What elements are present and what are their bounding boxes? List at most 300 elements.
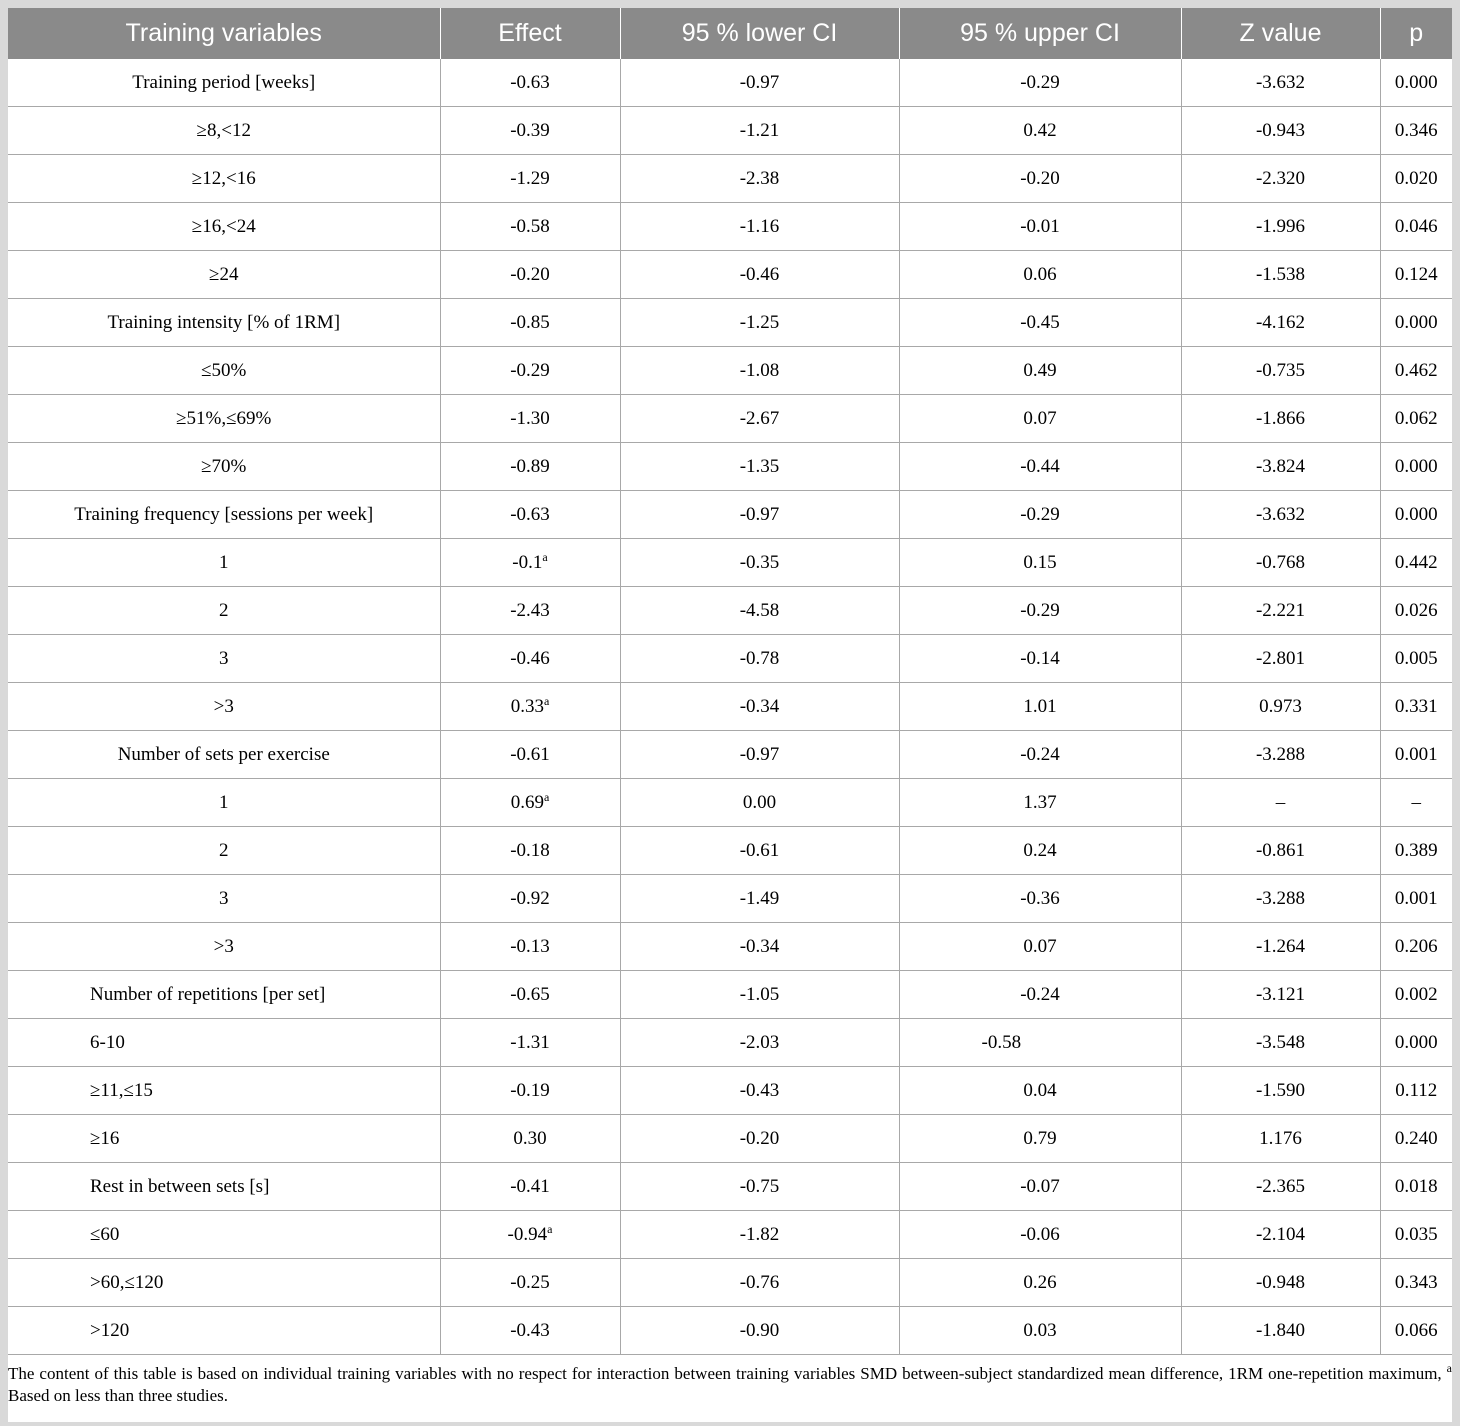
cell-upper-ci-text: -0.44 — [1020, 455, 1060, 477]
table-row — [8, 1067, 1452, 1115]
cell-lower-ci-text: -0.61 — [739, 839, 780, 861]
cell-variable — [8, 1307, 440, 1355]
table-row — [8, 155, 1452, 203]
cell-z-value — [1181, 59, 1380, 107]
cell-upper-ci-text: -0.58 — [981, 1031, 1022, 1053]
cell-effect — [440, 443, 620, 491]
cell-z-value — [1181, 923, 1380, 971]
cell-variable — [8, 491, 440, 539]
cell-z-value-text: -1.996 — [1255, 215, 1306, 237]
cell-variable-text: ≥70% — [201, 455, 247, 477]
cell-p-text: 0.112 — [1395, 1079, 1438, 1101]
table-row — [8, 395, 1452, 443]
cell-effect-text: -1.30 — [510, 407, 550, 429]
cell-lower-ci — [620, 971, 899, 1019]
cell-upper-ci-text: 0.04 — [1023, 1079, 1057, 1101]
cell-effect — [440, 59, 620, 107]
cell-p-text: 0.035 — [1394, 1223, 1438, 1245]
cell-z-value-text: -0.943 — [1255, 119, 1306, 141]
cell-variable-text: ≥16,<24 — [191, 215, 256, 237]
cell-effect — [440, 1115, 620, 1163]
cell-z-value-text: -2.801 — [1255, 647, 1306, 669]
cell-upper-ci-text: -0.06 — [1020, 1223, 1060, 1245]
cell-z-value-text: 0.973 — [1259, 695, 1302, 717]
cell-variable-text: 1 — [219, 551, 229, 573]
header-effect: Effect — [440, 8, 620, 59]
cell-variable-text: Training frequency [sessions per week] — [74, 503, 374, 525]
cell-effect-text: -0.89 — [510, 455, 550, 477]
cell-p-text: 0.002 — [1394, 983, 1438, 1005]
cell-effect — [440, 971, 620, 1019]
cell-upper-ci — [899, 1067, 1181, 1115]
cell-lower-ci — [620, 1307, 899, 1355]
cell-lower-ci — [620, 395, 899, 443]
cell-p — [1380, 875, 1452, 923]
cell-upper-ci-text: 0.24 — [1023, 839, 1057, 861]
cell-z-value — [1181, 827, 1380, 875]
cell-p — [1380, 683, 1452, 731]
cell-lower-ci-text: -1.25 — [739, 311, 780, 333]
cell-effect-text: -0.65 — [510, 983, 550, 1005]
cell-lower-ci — [620, 635, 899, 683]
cell-variable-text: ≥12,<16 — [191, 167, 256, 189]
table-body — [8, 59, 1452, 1354]
cell-upper-ci — [899, 347, 1181, 395]
cell-lower-ci-text: -0.34 — [739, 935, 780, 957]
cell-z-value-text: -1.840 — [1255, 1319, 1306, 1341]
cell-z-value-text: -3.548 — [1255, 1031, 1306, 1053]
cell-variable — [8, 1163, 440, 1211]
header-training-variables: Training variables — [8, 8, 440, 59]
cell-effect-text: -0.39 — [510, 119, 550, 141]
cell-variable-text: Number of repetitions [per set] — [90, 983, 326, 1005]
cell-effect — [440, 107, 620, 155]
cell-p-text: 0.346 — [1394, 119, 1438, 141]
cell-variable — [8, 1067, 440, 1115]
cell-variable — [8, 1259, 440, 1307]
cell-z-value-text: -1.590 — [1255, 1079, 1306, 1101]
cell-variable-text: ≥51%,≤69% — [176, 407, 272, 429]
cell-p-text: 0.000 — [1394, 455, 1438, 477]
table-footnote — [8, 1354, 1452, 1407]
cell-effect-text: 0.33 — [510, 695, 544, 717]
cell-effect — [440, 1067, 620, 1115]
cell-upper-ci — [899, 731, 1181, 779]
cell-z-value — [1181, 635, 1380, 683]
cell-z-value — [1181, 251, 1380, 299]
table-row — [8, 251, 1452, 299]
cell-upper-ci-text: 0.26 — [1023, 1271, 1057, 1293]
cell-lower-ci-text: -0.35 — [739, 551, 780, 573]
table-row — [8, 443, 1452, 491]
cell-effect-text: -1.31 — [510, 1031, 550, 1053]
cell-variable — [8, 635, 440, 683]
cell-upper-ci — [899, 779, 1181, 827]
cell-p — [1380, 923, 1452, 971]
cell-p — [1380, 827, 1452, 875]
cell-upper-ci — [899, 251, 1181, 299]
cell-variable — [8, 875, 440, 923]
table-row — [8, 1211, 1452, 1259]
cell-variable-text: Number of sets per exercise — [117, 743, 330, 765]
cell-z-value-text: -0.948 — [1255, 1271, 1306, 1293]
cell-z-value-text: -0.735 — [1255, 359, 1306, 381]
cell-upper-ci — [899, 299, 1181, 347]
cell-p-text: 0.066 — [1394, 1319, 1438, 1341]
cell-upper-ci — [899, 971, 1181, 1019]
cell-effect-text: -0.61 — [510, 743, 550, 765]
table-row — [8, 1019, 1452, 1067]
cell-upper-ci-text: -0.36 — [1020, 887, 1060, 909]
cell-upper-ci — [899, 1259, 1181, 1307]
results-table — [8, 8, 1452, 1354]
cell-p — [1380, 971, 1452, 1019]
cell-lower-ci — [620, 251, 899, 299]
cell-variable-text: ≤60 — [90, 1223, 120, 1245]
cell-lower-ci — [620, 107, 899, 155]
cell-lower-ci — [620, 683, 899, 731]
cell-p-text: 0.389 — [1394, 839, 1438, 861]
table-row — [8, 1163, 1452, 1211]
cell-variable — [8, 683, 440, 731]
cell-p-text: 0.000 — [1394, 71, 1438, 93]
cell-lower-ci — [620, 155, 899, 203]
header-upper-ci: 95 % upper CI — [899, 8, 1181, 59]
cell-p — [1380, 443, 1452, 491]
cell-lower-ci — [620, 1115, 899, 1163]
cell-upper-ci-text: -0.24 — [1020, 743, 1060, 765]
cell-variable-text: ≥11,≤15 — [90, 1079, 153, 1101]
cell-p — [1380, 1307, 1452, 1355]
cell-z-value-text: 1.176 — [1259, 1127, 1302, 1149]
cell-upper-ci-text: -0.45 — [1020, 311, 1060, 333]
cell-variable — [8, 203, 440, 251]
cell-lower-ci — [620, 587, 899, 635]
cell-variable-text: >3 — [213, 935, 234, 957]
cell-lower-ci-text: -0.97 — [739, 743, 780, 765]
cell-effect — [440, 1163, 620, 1211]
cell-upper-ci-text: -0.20 — [1020, 167, 1060, 189]
cell-lower-ci-text: -0.78 — [739, 647, 780, 669]
cell-p — [1380, 1019, 1452, 1067]
cell-lower-ci-text: -4.58 — [739, 599, 780, 621]
cell-z-value-text: -1.866 — [1255, 407, 1306, 429]
cell-lower-ci-text: -2.03 — [739, 1031, 780, 1053]
cell-upper-ci — [899, 923, 1181, 971]
cell-upper-ci-text: 0.07 — [1023, 935, 1057, 957]
footnote-marker: a — [547, 1221, 553, 1236]
cell-variable — [8, 539, 440, 587]
cell-effect — [440, 251, 620, 299]
cell-effect-text: 0.69 — [510, 791, 544, 813]
cell-upper-ci-text: 0.49 — [1023, 359, 1057, 381]
cell-z-value — [1181, 491, 1380, 539]
table-row — [8, 59, 1452, 107]
cell-effect-text: -0.94 — [507, 1223, 548, 1245]
cell-lower-ci-text: -0.43 — [739, 1079, 780, 1101]
cell-effect — [440, 1307, 620, 1355]
cell-upper-ci-text: 1.37 — [1023, 791, 1057, 813]
cell-p-text: 0.331 — [1394, 695, 1438, 717]
cell-p-text: 0.046 — [1394, 215, 1438, 237]
cell-effect — [440, 347, 620, 395]
cell-z-value-text: -2.221 — [1255, 599, 1306, 621]
cell-variable-text: Rest in between sets [s] — [90, 1175, 270, 1197]
cell-p — [1380, 1163, 1452, 1211]
cell-upper-ci-text: 0.42 — [1023, 119, 1057, 141]
cell-upper-ci — [899, 875, 1181, 923]
cell-upper-ci — [899, 59, 1181, 107]
cell-effect-text: -2.43 — [510, 599, 550, 621]
cell-effect-text: -0.43 — [510, 1319, 550, 1341]
cell-lower-ci-text: -1.05 — [739, 983, 780, 1005]
table-row — [8, 1259, 1452, 1307]
cell-variable — [8, 155, 440, 203]
cell-z-value — [1181, 1211, 1380, 1259]
cell-variable — [8, 395, 440, 443]
header-p: p — [1380, 8, 1452, 59]
cell-effect-text: -0.29 — [510, 359, 550, 381]
cell-variable — [8, 1211, 440, 1259]
cell-p — [1380, 59, 1452, 107]
cell-variable-text: 2 — [219, 599, 229, 621]
cell-variable-text: 1 — [219, 791, 229, 813]
cell-upper-ci-text: -0.29 — [1020, 503, 1060, 525]
table-row — [8, 731, 1452, 779]
cell-z-value-text: – — [1275, 791, 1286, 813]
cell-effect — [440, 923, 620, 971]
cell-effect — [440, 731, 620, 779]
table-row — [8, 203, 1452, 251]
cell-lower-ci — [620, 443, 899, 491]
cell-p-text: 0.442 — [1394, 551, 1438, 573]
table-row — [8, 971, 1452, 1019]
cell-effect-text: -0.18 — [510, 839, 550, 861]
cell-effect — [440, 203, 620, 251]
cell-z-value — [1181, 539, 1380, 587]
cell-effect-text: -0.92 — [510, 887, 550, 909]
cell-variable — [8, 347, 440, 395]
cell-lower-ci — [620, 731, 899, 779]
cell-lower-ci — [620, 347, 899, 395]
table-row — [8, 107, 1452, 155]
cell-variable-text: 6-10 — [90, 1031, 125, 1053]
cell-p — [1380, 347, 1452, 395]
cell-effect — [440, 155, 620, 203]
cell-p-text: 0.020 — [1394, 167, 1438, 189]
cell-z-value-text: -2.104 — [1255, 1223, 1306, 1245]
cell-lower-ci-text: -0.20 — [739, 1127, 780, 1149]
cell-effect-text: -0.13 — [510, 935, 550, 957]
cell-variable-text: Training intensity [% of 1RM] — [107, 311, 341, 333]
cell-p-text: 0.018 — [1394, 1175, 1438, 1197]
table-row — [8, 587, 1452, 635]
cell-z-value — [1181, 683, 1380, 731]
cell-z-value-text: -4.162 — [1255, 311, 1306, 333]
cell-variable — [8, 827, 440, 875]
cell-p — [1380, 299, 1452, 347]
cell-upper-ci-text: 0.03 — [1023, 1319, 1057, 1341]
cell-effect — [440, 1019, 620, 1067]
cell-lower-ci-text: -1.82 — [739, 1223, 780, 1245]
cell-upper-ci-text: 1.01 — [1023, 695, 1057, 717]
cell-lower-ci — [620, 299, 899, 347]
cell-variable-text: 2 — [219, 839, 229, 861]
cell-z-value-text: -3.121 — [1255, 983, 1306, 1005]
cell-p — [1380, 107, 1452, 155]
cell-variable — [8, 971, 440, 1019]
cell-effect-text: -1.29 — [510, 167, 550, 189]
cell-z-value-text: -1.264 — [1255, 935, 1306, 957]
cell-effect — [440, 683, 620, 731]
cell-lower-ci-text: -1.21 — [739, 119, 780, 141]
table-row — [8, 1115, 1452, 1163]
cell-variable-text: Training period [weeks] — [132, 71, 316, 93]
cell-p — [1380, 1259, 1452, 1307]
cell-effect — [440, 587, 620, 635]
cell-lower-ci-text: -0.76 — [739, 1271, 780, 1293]
cell-variable-text: ≥24 — [209, 263, 239, 285]
cell-effect-text: -0.41 — [510, 1175, 550, 1197]
cell-p-text: 0.062 — [1394, 407, 1438, 429]
cell-variable-text: ≥16 — [90, 1127, 120, 1149]
cell-lower-ci-text: -0.34 — [739, 695, 780, 717]
cell-effect — [440, 1259, 620, 1307]
cell-z-value-text: -3.632 — [1255, 503, 1306, 525]
cell-z-value-text: -0.861 — [1255, 839, 1306, 861]
cell-p-text: 0.005 — [1394, 647, 1438, 669]
footnote-marker: a — [543, 693, 550, 708]
cell-p-text: 0.240 — [1394, 1127, 1438, 1149]
table-row — [8, 347, 1452, 395]
cell-z-value — [1181, 1067, 1380, 1115]
cell-upper-ci — [899, 395, 1181, 443]
footnote-text-end: Based on less than three studies. — [8, 1386, 229, 1405]
cell-p-text: 0.124 — [1394, 263, 1438, 285]
cell-upper-ci — [899, 539, 1181, 587]
cell-z-value — [1181, 875, 1380, 923]
cell-upper-ci-text: -0.07 — [1020, 1175, 1060, 1197]
cell-upper-ci — [899, 155, 1181, 203]
cell-upper-ci-text: 0.06 — [1023, 263, 1057, 285]
cell-p — [1380, 1211, 1452, 1259]
cell-lower-ci — [620, 59, 899, 107]
cell-lower-ci — [620, 203, 899, 251]
table-row — [8, 491, 1452, 539]
cell-effect-text: -0.25 — [510, 1271, 550, 1293]
cell-lower-ci-text: -1.16 — [739, 215, 780, 237]
cell-p-text: – — [1411, 791, 1421, 813]
table-row — [8, 1307, 1452, 1355]
cell-lower-ci — [620, 1259, 899, 1307]
cell-effect — [440, 875, 620, 923]
cell-lower-ci-text: -2.67 — [739, 407, 780, 429]
cell-p-text: 0.343 — [1394, 1271, 1438, 1293]
cell-lower-ci — [620, 1211, 899, 1259]
header-z-value: Z value — [1181, 8, 1380, 59]
cell-effect-text: -0.58 — [510, 215, 550, 237]
cell-p — [1380, 203, 1452, 251]
cell-upper-ci — [899, 1163, 1181, 1211]
cell-z-value — [1181, 1163, 1380, 1211]
cell-upper-ci — [899, 107, 1181, 155]
cell-p — [1380, 587, 1452, 635]
cell-variable — [8, 1115, 440, 1163]
cell-z-value — [1181, 779, 1380, 827]
cell-p — [1380, 539, 1452, 587]
cell-z-value-text: -2.320 — [1255, 167, 1306, 189]
cell-variable — [8, 443, 440, 491]
cell-p — [1380, 251, 1452, 299]
cell-effect — [440, 539, 620, 587]
cell-effect — [440, 779, 620, 827]
cell-lower-ci-text: -0.97 — [739, 503, 780, 525]
cell-z-value — [1181, 299, 1380, 347]
cell-z-value-text: -3.632 — [1255, 71, 1306, 93]
table-row — [8, 299, 1452, 347]
cell-p-text: 0.462 — [1394, 359, 1438, 381]
cell-upper-ci — [899, 635, 1181, 683]
cell-variable-text: 3 — [219, 647, 229, 669]
table-frame — [8, 8, 1452, 1422]
footnote-text: The content of this table is based on individual training variables with no respect for interaction between training variables SMD between-subject standardized mean difference, 1RM one-repetition maximum, — [8, 1364, 1447, 1383]
cell-z-value — [1181, 1259, 1380, 1307]
cell-variable — [8, 59, 440, 107]
table-row — [8, 635, 1452, 683]
cell-upper-ci — [899, 443, 1181, 491]
cell-lower-ci — [620, 923, 899, 971]
cell-variable — [8, 779, 440, 827]
cell-variable-text: 3 — [219, 887, 229, 909]
footnote-marker: a — [543, 789, 550, 804]
cell-z-value — [1181, 443, 1380, 491]
table-row — [8, 827, 1452, 875]
cell-p-text: 0.000 — [1394, 503, 1438, 525]
cell-upper-ci-text: -0.01 — [1020, 215, 1060, 237]
cell-variable — [8, 587, 440, 635]
cell-lower-ci — [620, 539, 899, 587]
cell-lower-ci-text: -1.08 — [739, 359, 780, 381]
cell-effect-text: -0.63 — [510, 503, 550, 525]
cell-p — [1380, 731, 1452, 779]
cell-upper-ci-text: 0.79 — [1023, 1127, 1057, 1149]
cell-lower-ci — [620, 1163, 899, 1211]
cell-effect-text: -0.63 — [510, 71, 550, 93]
cell-lower-ci — [620, 827, 899, 875]
cell-upper-ci-text: -0.24 — [1020, 983, 1060, 1005]
cell-upper-ci-text: -0.29 — [1020, 71, 1060, 93]
cell-p-text: 0.001 — [1394, 743, 1438, 765]
cell-p — [1380, 1115, 1452, 1163]
cell-upper-ci — [899, 683, 1181, 731]
cell-p-text: 0.206 — [1394, 935, 1438, 957]
cell-effect — [440, 827, 620, 875]
cell-variable-text: >120 — [90, 1319, 130, 1341]
cell-lower-ci-text: -0.46 — [739, 263, 780, 285]
cell-lower-ci-text: -0.75 — [739, 1175, 780, 1197]
cell-upper-ci — [899, 491, 1181, 539]
cell-upper-ci — [899, 827, 1181, 875]
cell-upper-ci — [899, 1211, 1181, 1259]
cell-p — [1380, 395, 1452, 443]
cell-upper-ci-text: -0.14 — [1020, 647, 1060, 669]
cell-p — [1380, 155, 1452, 203]
cell-upper-ci — [899, 203, 1181, 251]
cell-lower-ci-text: -0.90 — [739, 1319, 780, 1341]
cell-lower-ci-text: -2.38 — [739, 167, 780, 189]
header-lower-ci: 95 % lower CI — [620, 8, 899, 59]
cell-p — [1380, 779, 1452, 827]
